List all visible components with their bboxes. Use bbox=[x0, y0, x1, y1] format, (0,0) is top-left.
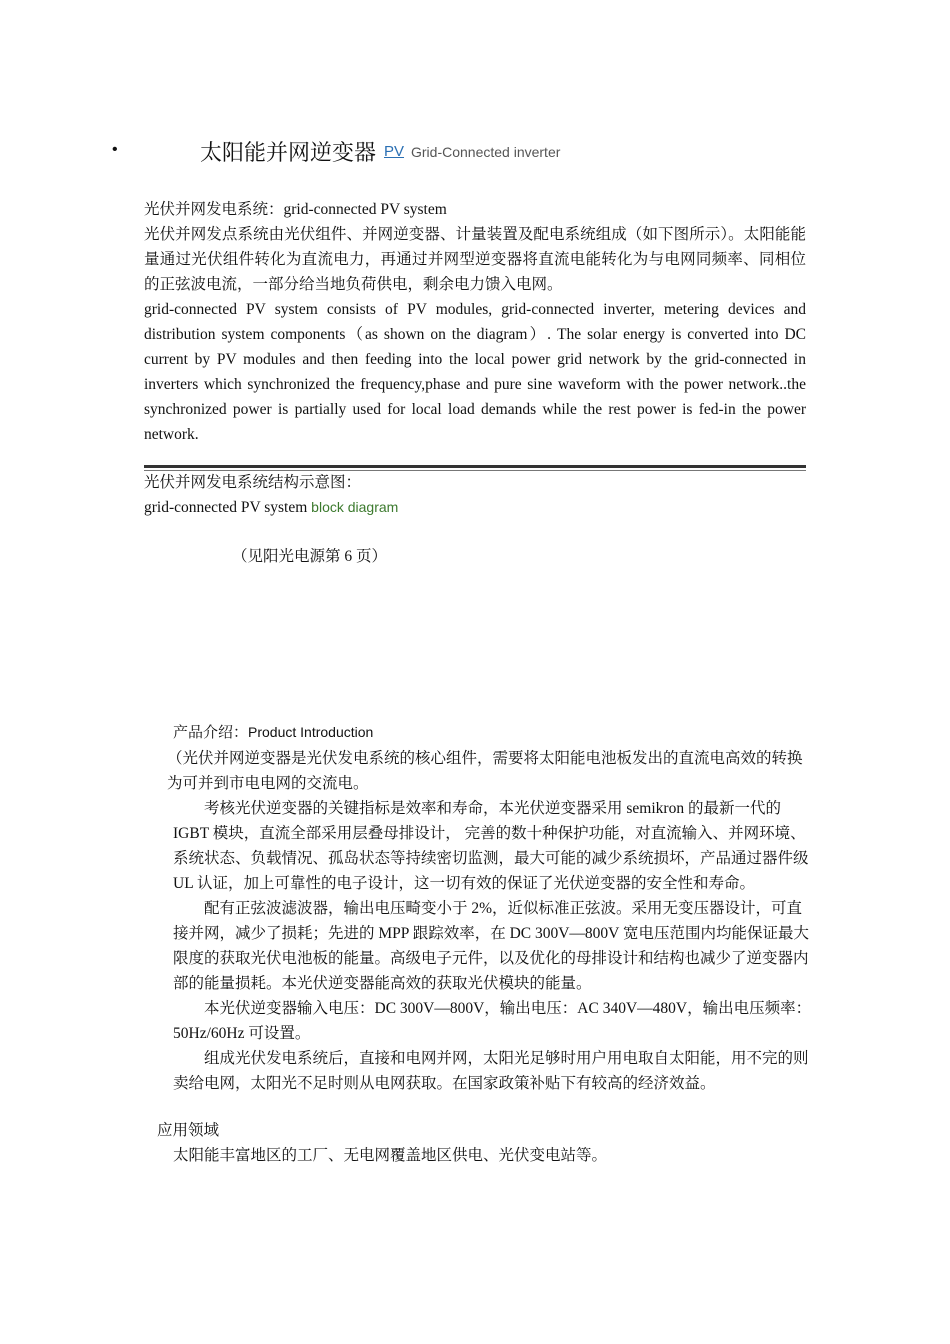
product-paragraph-3: 配有正弦波滤波器，输出电压畸变小于 2%，近似标准正弦波。采用无变压器设计，可直接并网，减少了损耗；先进的 MPP 跟踪效率，在 DC 300V—800V 宽电压范围内均能保证最大限度的获取光伏电池板的能量。高级电子元件，以及优化的母排设计和结构也减少了逆变器内部的能量损耗。本光伏逆变器能高效的获取光伏模块的能量。 bbox=[173, 900, 809, 992]
system-en-paragraph: grid-connected PV system consists of PV modules, grid-connected inverter, metering devices and distribution system components（as shown on the diagram）. The solar energy is converted into DC current by PV modules and then feeding into the local power grid network by the grid-connected in inverters which synchronized the frequency,phase and pure sine waveform with the power network..the synchronized power is partially used for local load demands while the rest power is fed-in the power network. bbox=[144, 301, 806, 443]
diagram-section bbox=[144, 470, 806, 520]
product-heading-en: Product Introduction bbox=[248, 724, 374, 740]
product-paragraph-5: 组成光伏发电系统后，直接和电网并网，太阳光足够时用户用电取自太阳能，用不完的则卖给电网，太阳光不足时则从电网获取。在国家政策补贴下有较高的经济效益。 bbox=[173, 1050, 809, 1092]
product-paragraph-4: 本光伏逆变器输入电压：DC 300V—800V，输出电压：AC 340V—480V，输出电压频率：50Hz/60Hz 可设置。 bbox=[173, 1000, 812, 1042]
see-page-note: （见阳光电源第 6 页） bbox=[232, 548, 388, 565]
system-cn-paragraph: 光伏并网发点系统由光伏组件、并网逆变器、计量装置及配电系统组成（如下图所示）。太阳能能量通过光伏组件转化为直流电力，再通过并网型逆变器将直流电能转化为与电网同频率、同相位的正弦波电流，一部分给当地负荷供电，剩余电力馈入电网。 bbox=[144, 226, 806, 293]
system-heading: 光伏并网发电系统：grid-connected PV system bbox=[144, 201, 447, 218]
application-text: 太阳能丰富地区的工厂、无电网覆盖地区供电、光伏变电站等。 bbox=[173, 1147, 608, 1164]
system-section bbox=[144, 197, 806, 447]
page-subtitle: Grid-Connected inverter bbox=[411, 144, 561, 160]
diagram-heading-en bbox=[144, 495, 806, 520]
block-diagram-label: block diagram bbox=[311, 499, 399, 515]
diagram-heading-en-a: grid-connected PV system bbox=[144, 499, 308, 516]
page-title: 太阳能并网逆变器 bbox=[200, 141, 377, 166]
product-section bbox=[167, 720, 813, 1096]
pv-link[interactable]: PV bbox=[384, 143, 405, 160]
product-paragraph-2: 考核光伏逆变器的关键指标是效率和寿命，本光伏逆变器采用 semikron 的最新一代的 IGBT 模块，直流全部采用层叠母排设计， 完善的数十种保护功能，对直流输入、并网环境、系统状态、负载情况、孤岛状态等持续密切监测，最大可能的减少系统损坏，产品通过器件级 UL 认证，加上可靠性的电子设计，这一切有效的保证了光伏逆变器的安全性和寿命。 bbox=[173, 800, 809, 892]
application-heading: 应用领域 bbox=[157, 1122, 220, 1139]
title-row bbox=[112, 133, 812, 169]
product-heading-cn: 产品介绍： bbox=[173, 725, 249, 741]
divider bbox=[144, 465, 806, 468]
bullet-icon: • bbox=[112, 141, 118, 158]
product-paragraph-1: （光伏并网逆变器是光伏发电系统的核心组件，需要将太阳能电池板发出的直流电高效的转换为可并到市电电网的交流电。 bbox=[167, 750, 803, 792]
diagram-heading-cn: 光伏并网发电系统结构示意图： bbox=[144, 474, 362, 491]
product-heading bbox=[173, 720, 813, 746]
